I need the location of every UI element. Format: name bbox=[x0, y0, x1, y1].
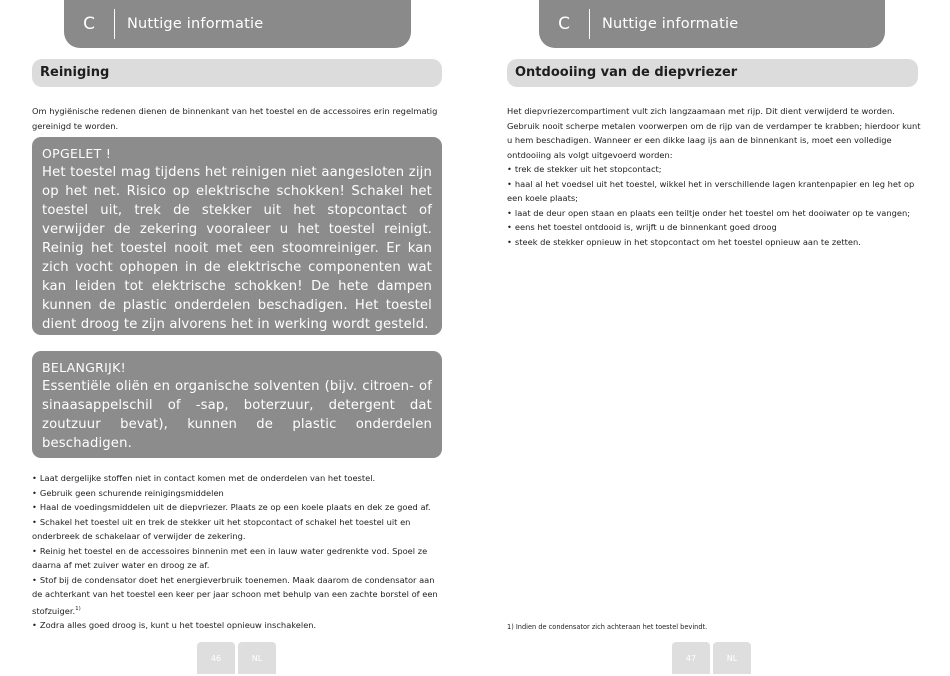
list-item bbox=[507, 206, 921, 221]
list-item-text: trek de stekker uit het stopcontact; bbox=[514, 164, 662, 174]
bullet-glyph: • bbox=[507, 207, 512, 218]
bullet-glyph: • bbox=[32, 574, 37, 585]
list-item-text: Stof bij de condensator doet het energieverbruik toenemen. Maak daarom de condensator aan de achterkant van het toestel een keer per jaar schoon met behulp van een zachte borstel of een stofzuiger. bbox=[32, 574, 438, 616]
page-number: 47 bbox=[672, 642, 710, 674]
footnote: 1) Indien de condensator zich achteraan het toestel bevindt. bbox=[507, 623, 708, 631]
list-item bbox=[507, 162, 921, 177]
list-item bbox=[32, 544, 446, 573]
bullet-glyph: • bbox=[32, 487, 37, 498]
defrost-content bbox=[507, 104, 921, 249]
bullet-glyph: • bbox=[507, 236, 512, 247]
list-item bbox=[32, 471, 446, 486]
list-item bbox=[507, 177, 921, 206]
list-item-text: Schakel het toestel uit en trek de stekker uit het stopcontact of schakel het toestel uit en onderbreek de schakelaar of verwijder de zekering. bbox=[32, 516, 411, 541]
language-code: NL bbox=[238, 642, 276, 674]
footnote-marker: 1) bbox=[75, 605, 81, 612]
list-item-text: Laat dergelijke stoffen niet in contact komen met de onderdelen van het toestel. bbox=[39, 473, 376, 483]
list-item bbox=[32, 515, 446, 544]
chapter-title: Nuttige informatie bbox=[127, 16, 264, 32]
language-code: NL bbox=[713, 642, 751, 674]
chapter-title: Nuttige informatie bbox=[602, 16, 739, 32]
list-item-text: laat de deur open staan en plaats een teiltje onder het toestel om het dooiwater op te vangen; bbox=[514, 207, 911, 218]
chapter-tab bbox=[64, 0, 411, 48]
list-item-text: eens het toestel ontdooid is, wrijft u de binnenkant goed droog bbox=[514, 222, 777, 232]
cleaning-bullet-list bbox=[32, 471, 446, 632]
important-body: Essentiële oliën en organische solventen (bijv. citroen- of sinaasappelschil of -sap, boterzuur, detergent dat zoutzuur bevat), kunnen de plastic onderdelen beschadigen. bbox=[42, 379, 432, 451]
bullet-glyph: • bbox=[32, 545, 37, 556]
list-item-text: Gebruik geen schurende reinigingsmiddelen bbox=[39, 487, 224, 498]
right-page bbox=[475, 0, 950, 674]
intro-paragraph bbox=[32, 104, 444, 133]
section-title: Reiniging bbox=[32, 59, 442, 87]
list-item bbox=[507, 235, 921, 250]
list-item bbox=[507, 220, 921, 235]
warning-body: Het toestel mag tijdens het reinigen niet aangesloten zijn op het net. Risico op elektrische schokken! Schakel het toestel uit, trek de stekker uit het stopcontact of verwijder de zekering vooraleer u het toestel reinigt. Reinig het toestel nooit met een stoomreiniger. Er kan zich vocht ophopen in de elektrische componenten wat kan leiden tot elektrische schokken! De hete dampen kunnen de plastic onderdelen beschadigen. Het toestel dient droog te zijn alvorens het in werking wordt gesteld. bbox=[42, 165, 432, 332]
bullet-glyph: • bbox=[32, 516, 37, 527]
list-item bbox=[32, 573, 446, 618]
important-box bbox=[32, 351, 442, 458]
intro-text: Het diepvriezercompartiment vult zich langzaamaan met rijp. Dit dient verwijderd te worden. Gebruik nooit scherpe metalen voorwerpen om de rijp van de verdamper te krabben; hierdoor kunt u hem beschadigen. Wanneer er een dikke laag ijs aan de binnenkant is, moet een volledige ontdooiing als volgt uitgevoerd worden: bbox=[507, 106, 921, 160]
chapter-tab bbox=[539, 0, 885, 48]
bullet-glyph: • bbox=[32, 619, 37, 630]
bullet-glyph: • bbox=[507, 222, 512, 232]
list-item-text: steek de stekker opnieuw in het stopcontact om het toestel opnieuw aan te zetten. bbox=[514, 236, 861, 247]
section-title: Ontdooiing van de diepvriezer bbox=[507, 59, 918, 87]
page-number: 46 bbox=[197, 642, 235, 674]
list-item-text: haal al het voedsel uit het toestel, wikkel het in verschillende lagen krantenpapier en leg het op een koele plaats; bbox=[507, 178, 915, 203]
warning-heading: OPGELET ! bbox=[42, 146, 112, 161]
bullet-glyph: • bbox=[507, 178, 512, 189]
left-page bbox=[0, 0, 475, 674]
intro-text: Om hygiënische redenen dienen de binnenkant van het toestel en de accessoires erin regelmatig gereinigd te worden. bbox=[32, 106, 438, 131]
chapter-letter: C bbox=[64, 9, 115, 39]
chapter-letter: C bbox=[539, 9, 590, 39]
bullet-glyph: • bbox=[507, 164, 512, 174]
warning-box bbox=[32, 137, 442, 335]
bullet-glyph: • bbox=[32, 502, 37, 512]
list-item bbox=[32, 618, 446, 633]
list-item-text: Reinig het toestel en de accessoires binnenin met een in lauw water gedrenkte vod. Spoel ze daarna af met zuiver water en droog ze af. bbox=[32, 545, 428, 570]
bullet-glyph: • bbox=[32, 473, 37, 483]
list-item-text: Haal de voedingsmiddelen uit de diepvriezer. Plaats ze op een koele plaats en dek ze goed af. bbox=[39, 502, 431, 512]
list-item-text: Zodra alles goed droog is, kunt u het toestel opnieuw inschakelen. bbox=[39, 619, 317, 630]
important-heading: BELANGRIJK! bbox=[42, 360, 126, 375]
list-item bbox=[32, 500, 446, 515]
list-item bbox=[32, 486, 446, 501]
